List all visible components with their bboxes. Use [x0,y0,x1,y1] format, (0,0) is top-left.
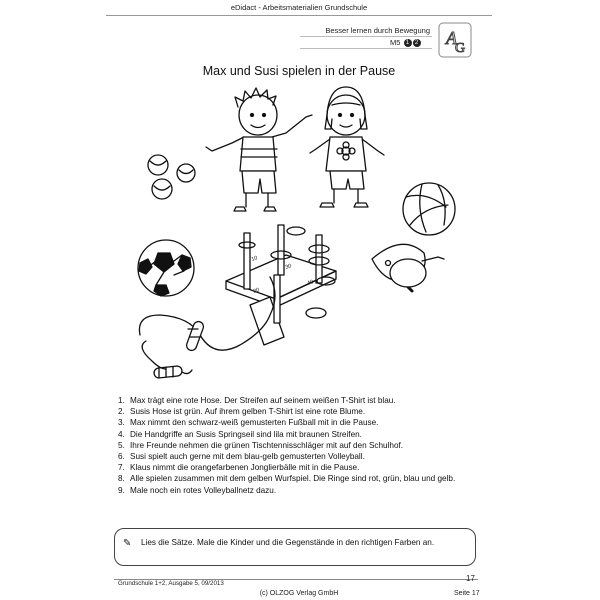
list-item: 8. Alle spielen zusammen mit dem gelben Wurfspiel. Die Ringe sind rot, grün, blau und gelb. [118,474,456,484]
subheader-divider [300,36,432,37]
pencil-icon: ✎ [123,538,132,549]
juggling-balls [148,155,195,199]
page-number: 17 [466,574,475,583]
list-item: 5. Ihre Freunde nehmen die grünen Tischtennisschläger mit auf den Schulhof. [118,440,404,450]
page-title: Max und Susi spielen in der Pause [202,64,396,78]
task-box [114,528,476,566]
volleyball [403,183,455,235]
list-item: 6. Susi spielt auch gerne mit dem blau-gelb gemusterten Volleyball. [118,452,365,462]
table-tennis-paddles [372,244,444,291]
list-item: 3. Max nimmt den schwarz-weiß gemusterten Fußball mit in die Pause. [118,418,379,428]
list-item: 4. Die Handgriffe an Susis Springseil sind lila mit braunen Streifen. [118,429,362,439]
grade-badge-1: 1 [404,39,412,47]
list-item: 1. Max trägt eine rote Hose. Der Streifen auf seinem weißen T-Shirt ist blau. [118,396,396,405]
header-divider [106,15,492,16]
top-header-title: eDidact - Arbeitsmaterialien Grundschule [230,3,368,12]
ring-toss-label-40: 40 [306,279,315,287]
soccer-ball [138,240,194,296]
max-figure [206,88,312,211]
illustration [126,85,476,385]
footer-copyright: (c) OLZOG Verlag GmbH [259,590,339,597]
footer-page-label: Seite 17 [454,590,480,597]
subheader-title: Besser lernen durch Bewegung [325,26,430,35]
svg-text:G: G [455,41,466,56]
grade-badge-2: 2 [413,39,421,47]
module-label [390,38,421,47]
ring-toss-label-30: 30 [284,263,293,271]
ring-toss-label-10: 10 [250,255,259,263]
list-item: 2. Susis Hose ist grün. Auf ihrem gelben T-Shirt ist eine rote Blume. [118,407,366,417]
ring-toss [226,225,336,345]
footer-edition: Grundschule 1+2, Ausgabe 5, 09/2013 [118,580,224,587]
module-code: M5 [390,38,401,47]
sentence-list [118,395,480,496]
svg-text:A: A [446,28,457,48]
module-divider [300,48,432,49]
list-item: 7. Klaus nimmt die orangefarbenen Jonglierbälle mit in die Pause. [118,463,360,473]
list-item: 9. Male noch ein rotes Volleyballnetz dazu. [118,485,277,495]
ring-toss-label-20: 20 [252,287,261,295]
task-instruction: Lies die Sätze. Male die Kinder und die Gegenstände in den richtigen Farben an. [141,538,435,547]
ag-logo-icon [438,22,472,58]
susi-figure [310,87,384,207]
